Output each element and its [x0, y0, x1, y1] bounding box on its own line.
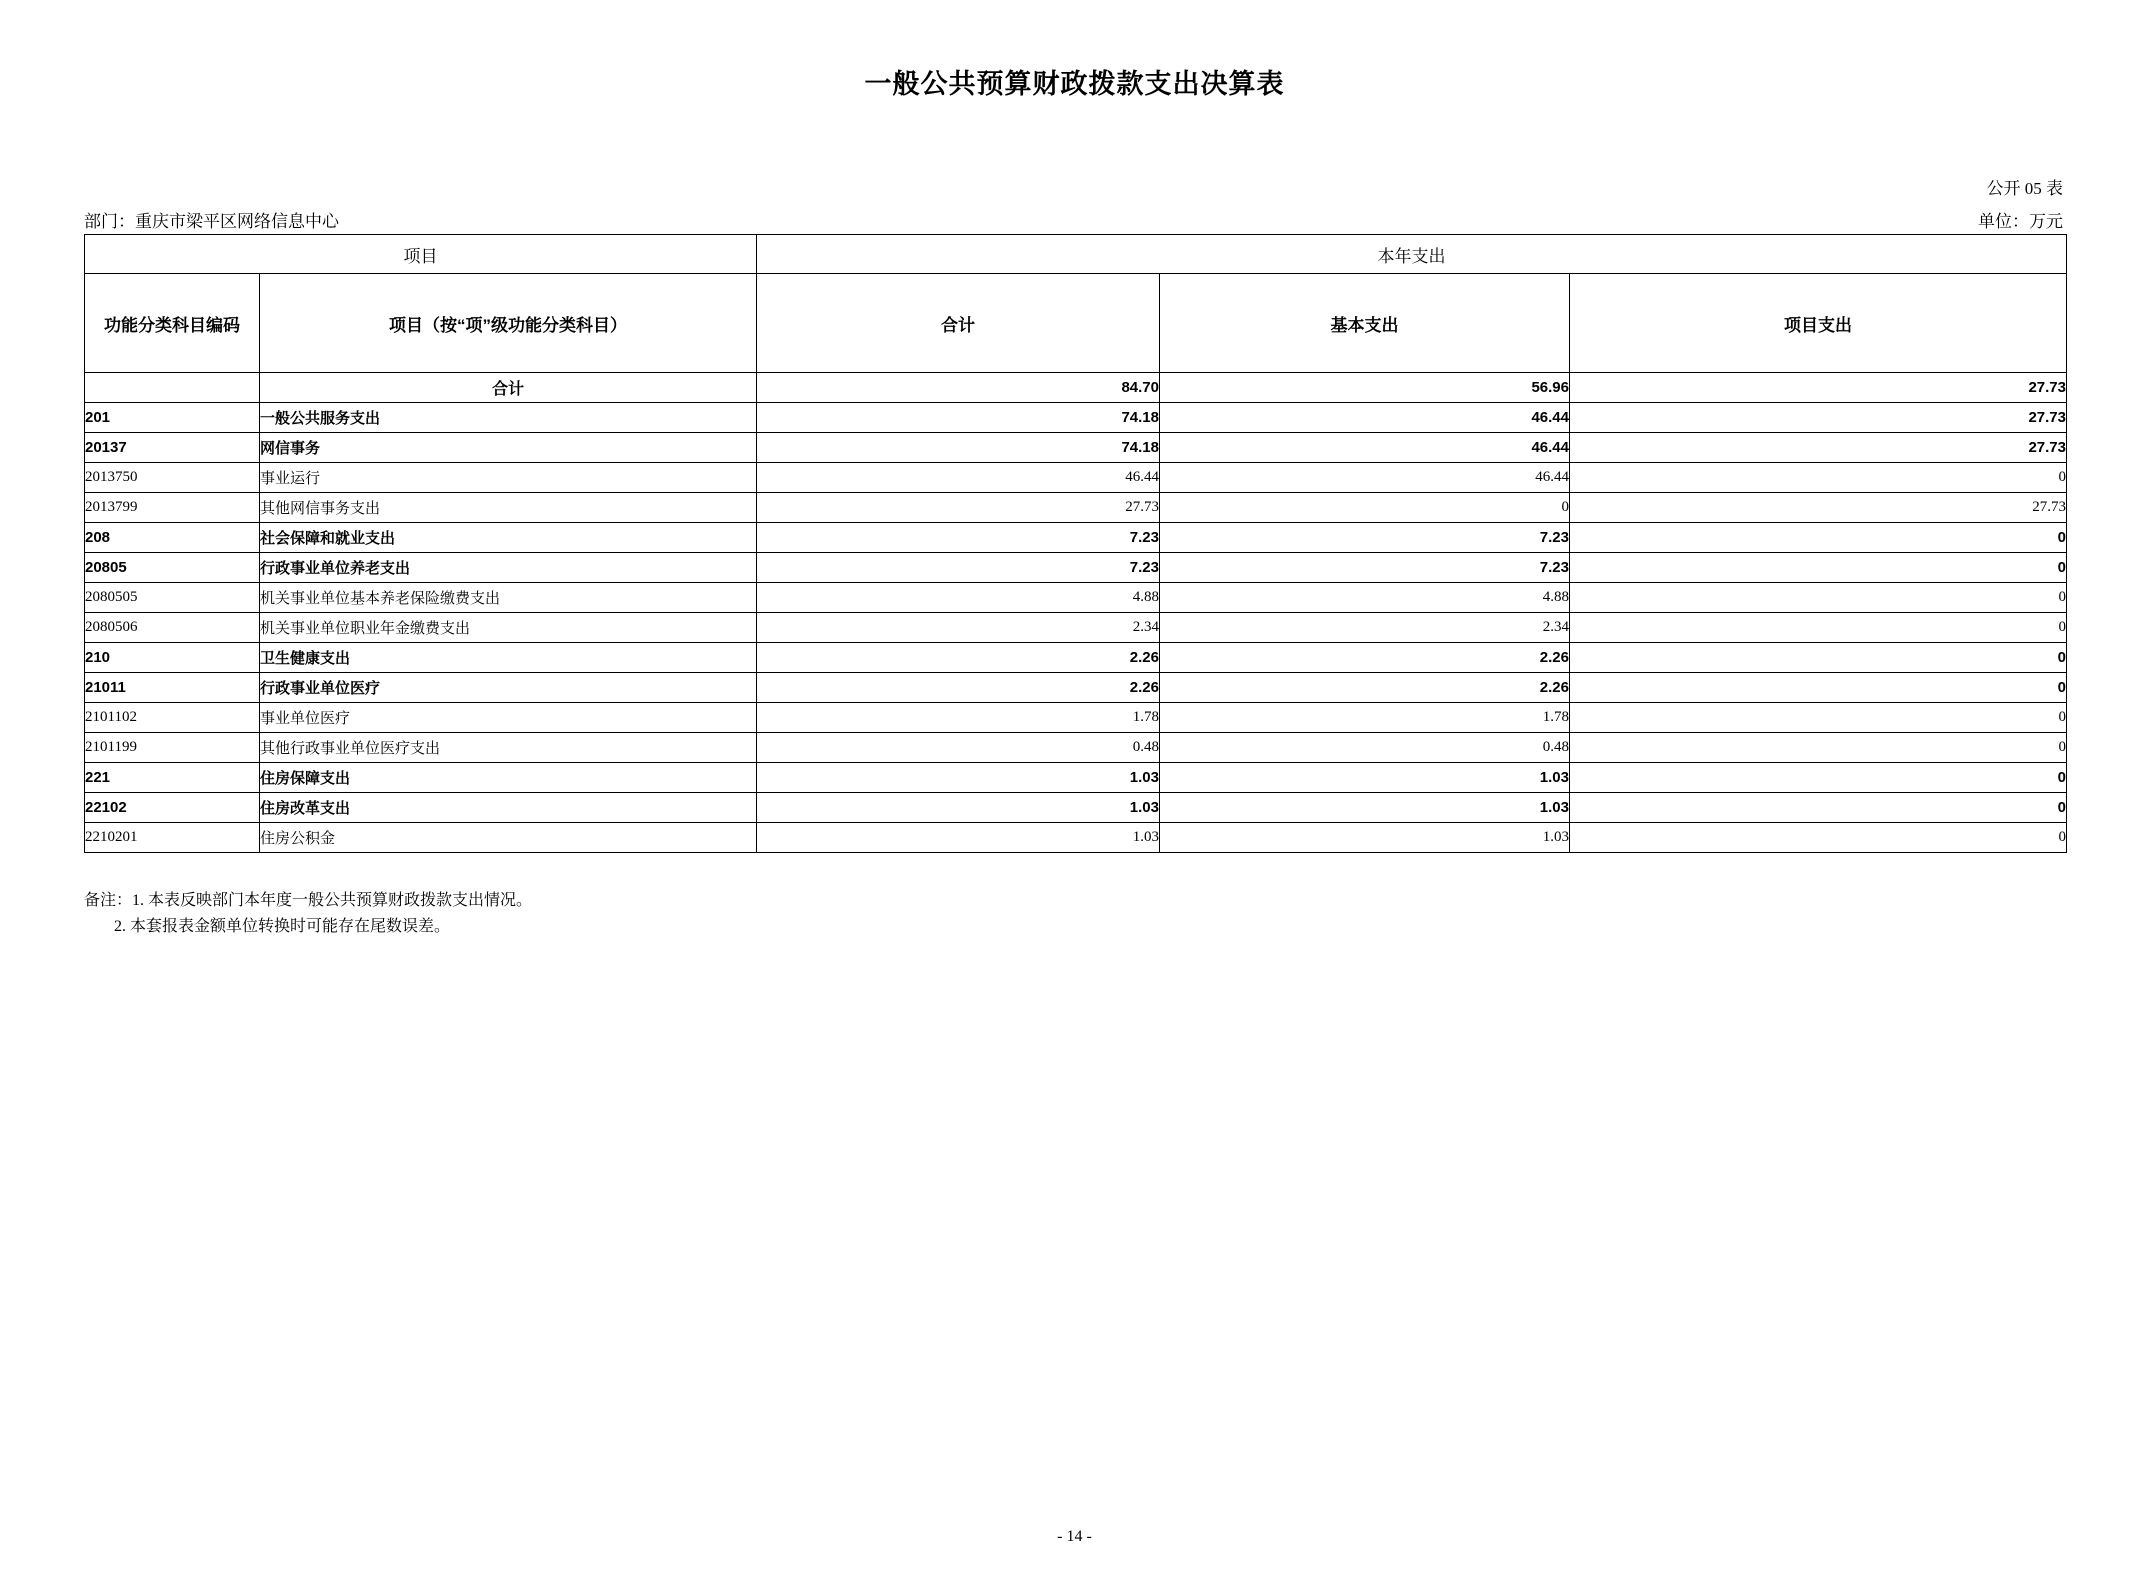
table-row	[85, 433, 2067, 463]
unit-label: 单位：万元	[1978, 212, 2063, 231]
header-col-code: 功能分类科目编码	[85, 274, 260, 373]
note-line-2: 2. 本套报表金额单位转换时可能存在尾数误差。	[114, 918, 451, 936]
cell-project: 0	[1570, 643, 2067, 673]
table-row	[85, 823, 2067, 853]
cell-name: 网信事务	[260, 433, 757, 463]
cell-code: 2013750	[85, 463, 260, 493]
cell-total: 74.18	[757, 403, 1160, 433]
table-row	[85, 463, 2067, 493]
cell-name: 机关事业单位职业年金缴费支出	[260, 613, 757, 643]
table-row	[85, 643, 2067, 673]
cell-total: 1.03	[757, 763, 1160, 793]
cell-name: 其他网信事务支出	[260, 493, 757, 523]
sheet-label: 公开 05 表	[1986, 179, 2063, 198]
cell-project: 0	[1570, 463, 2067, 493]
header-col-project: 项目支出	[1570, 274, 2067, 373]
cell-name: 事业运行	[260, 463, 757, 493]
cell-name: 机关事业单位基本养老保险缴费支出	[260, 583, 757, 613]
cell-basic: 1.03	[1160, 823, 1570, 853]
cell-total: 1.03	[757, 793, 1160, 823]
cell-name: 住房改革支出	[260, 793, 757, 823]
cell-project: 0	[1570, 553, 2067, 583]
header-col-name: 项目（按“项”级功能分类科目）	[260, 274, 757, 373]
note-line-1: 备注：1. 本表反映部门本年度一般公共预算财政拨款支出情况。	[84, 892, 533, 909]
cell-project: 0	[1570, 763, 2067, 793]
cell-name: 行政事业单位医疗	[260, 673, 757, 703]
cell-name: 行政事业单位养老支出	[260, 553, 757, 583]
department-label: 部门：重庆市梁平区网络信息中心	[84, 212, 339, 231]
cell-name: 社会保障和就业支出	[260, 523, 757, 553]
header-group-item: 项目	[85, 235, 757, 274]
cell-name: 其他行政事业单位医疗支出	[260, 733, 757, 763]
table-row	[85, 583, 2067, 613]
cell-code: 20805	[85, 553, 260, 583]
cell-total: 74.18	[757, 433, 1160, 463]
cell-code: 2210201	[85, 823, 260, 853]
cell-basic: 7.23	[1160, 523, 1570, 553]
meta-row	[84, 207, 2063, 232]
cell-basic: 56.96	[1160, 373, 1570, 403]
cell-project: 27.73	[1570, 373, 2067, 403]
cell-name: 住房保障支出	[260, 763, 757, 793]
cell-basic: 4.88	[1160, 583, 1570, 613]
cell-basic: 0.48	[1160, 733, 1570, 763]
cell-project: 0	[1570, 793, 2067, 823]
cell-total: 7.23	[757, 553, 1160, 583]
cell-code: 2101199	[85, 733, 260, 763]
cell-total: 1.03	[757, 823, 1160, 853]
cell-total: 1.78	[757, 703, 1160, 733]
table-row	[85, 673, 2067, 703]
cell-code: 201	[85, 403, 260, 433]
cell-basic: 7.23	[1160, 553, 1570, 583]
document-page	[0, 62, 2149, 1582]
cell-basic: 1.03	[1160, 793, 1570, 823]
cell-total: 2.26	[757, 643, 1160, 673]
header-col-basic: 基本支出	[1160, 274, 1570, 373]
cell-total: 46.44	[757, 463, 1160, 493]
cell-total: 2.26	[757, 673, 1160, 703]
cell-project: 0	[1570, 703, 2067, 733]
cell-basic: 1.78	[1160, 703, 1570, 733]
cell-basic: 2.26	[1160, 643, 1570, 673]
cell-name: 卫生健康支出	[260, 643, 757, 673]
cell-code: 2080506	[85, 613, 260, 643]
cell-basic: 0	[1160, 493, 1570, 523]
cell-basic: 2.34	[1160, 613, 1570, 643]
cell-code: 20137	[85, 433, 260, 463]
cell-name: 合计	[260, 373, 757, 403]
cell-basic: 46.44	[1160, 403, 1570, 433]
table-row	[85, 403, 2067, 433]
cell-code: 21011	[85, 673, 260, 703]
cell-name: 住房公积金	[260, 823, 757, 853]
cell-project: 0	[1570, 613, 2067, 643]
page-number: - 14 -	[1057, 1528, 1092, 1545]
cell-name: 一般公共服务支出	[260, 403, 757, 433]
table-row	[85, 523, 2067, 553]
cell-project: 0	[1570, 733, 2067, 763]
cell-code	[85, 373, 260, 403]
cell-code: 221	[85, 763, 260, 793]
header-col-total: 合计	[757, 274, 1160, 373]
cell-project: 27.73	[1570, 433, 2067, 463]
cell-total: 2.34	[757, 613, 1160, 643]
cell-code: 22102	[85, 793, 260, 823]
header-group-year-expense: 本年支出	[757, 235, 2067, 274]
table-row	[85, 373, 2067, 403]
cell-basic: 2.26	[1160, 673, 1570, 703]
table-header-group-row	[85, 235, 2067, 274]
table-row	[85, 553, 2067, 583]
cell-basic: 46.44	[1160, 433, 1570, 463]
cell-project: 27.73	[1570, 493, 2067, 523]
notes-block	[84, 888, 532, 941]
table-row	[85, 733, 2067, 763]
budget-table	[84, 234, 2067, 853]
cell-project: 0	[1570, 823, 2067, 853]
cell-basic: 46.44	[1160, 463, 1570, 493]
cell-total: 27.73	[757, 493, 1160, 523]
table-row	[85, 493, 2067, 523]
table-body	[85, 373, 2067, 853]
cell-code: 2101102	[85, 703, 260, 733]
cell-basic: 1.03	[1160, 763, 1570, 793]
cell-total: 84.70	[757, 373, 1160, 403]
cell-project: 0	[1570, 523, 2067, 553]
cell-code: 210	[85, 643, 260, 673]
table-row	[85, 703, 2067, 733]
cell-project: 0	[1570, 673, 2067, 703]
cell-total: 4.88	[757, 583, 1160, 613]
cell-project: 27.73	[1570, 403, 2067, 433]
cell-name: 事业单位医疗	[260, 703, 757, 733]
cell-code: 2080505	[85, 583, 260, 613]
page-title: 一般公共预算财政拨款支出决算表	[864, 69, 1285, 99]
cell-total: 0.48	[757, 733, 1160, 763]
table-row	[85, 793, 2067, 823]
cell-total: 7.23	[757, 523, 1160, 553]
table-row	[85, 763, 2067, 793]
cell-code: 2013799	[85, 493, 260, 523]
cell-code: 208	[85, 523, 260, 553]
cell-project: 0	[1570, 583, 2067, 613]
table-row	[85, 613, 2067, 643]
table-header-row	[85, 274, 2067, 373]
